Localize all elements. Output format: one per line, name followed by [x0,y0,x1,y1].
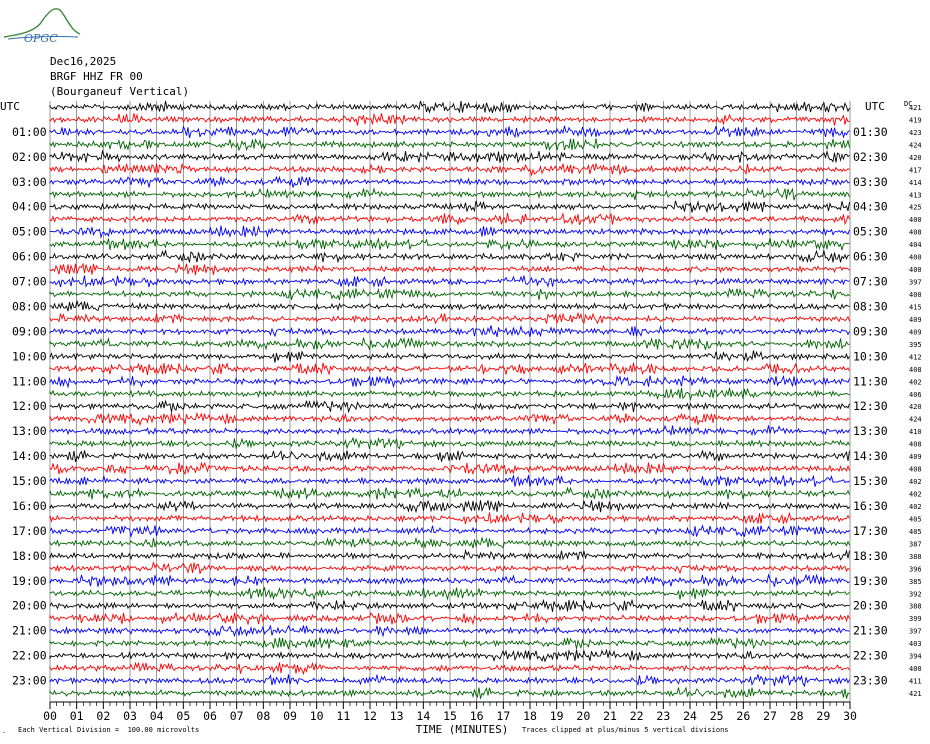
dc-offset-label: 395 [909,340,922,349]
left-hour-label: 04:00 [12,199,47,214]
x-tick-label: 01 [69,709,84,723]
left-hour-label: 05:00 [12,224,47,239]
dc-offset-label: 388 [909,602,922,611]
right-hour-label: 15:30 [853,474,888,489]
dc-offset-label: 420 [909,153,922,162]
left-hour-label: 22:00 [12,648,47,663]
right-hour-label: 22:30 [853,648,888,663]
dc-offset-label: 400 [909,665,922,674]
dc-offset-label: 408 [909,465,922,474]
right-hour-label: 16:30 [853,498,888,513]
footer-scale-note: Each Vertical Division = 100.00 microvolts [18,726,200,734]
right-hour-label: 07:30 [853,274,888,289]
dc-offset-label: 424 [909,415,922,424]
x-axis-title: TIME (MINUTES) [415,723,509,736]
dc-offset-label: 387 [909,540,922,549]
dc-offset-label: 405 [909,515,922,524]
right-hour-label: 06:30 [853,249,888,264]
right-hour-label: 14:30 [853,449,888,464]
right-hour-label: 05:30 [853,224,888,239]
dc-offset-label: 417 [909,166,922,175]
right-hour-label: 13:30 [853,424,888,439]
dc-offset-label: 388 [909,552,922,561]
left-hour-label: 17:00 [12,523,47,538]
dc-offset-label: 405 [909,527,922,536]
left-hour-label: 09:00 [12,324,47,339]
x-tick-label: 18 [523,709,537,723]
x-tick-label: 20 [576,709,591,723]
left-hour-label: 14:00 [12,449,47,464]
left-hour-label: 01:00 [12,124,47,139]
x-tick-label: 14 [416,709,431,723]
x-tick-label: 10 [309,709,324,723]
dc-offset-label: 400 [909,266,922,275]
x-tick-label: 24 [683,709,697,723]
right-hour-label: 08:30 [853,299,888,314]
left-hour-label: 03:00 [12,174,47,189]
dc-offset-label: 404 [909,241,922,250]
dc-offset-label: 408 [909,440,922,449]
dc-offset-label: 425 [909,203,922,212]
left-hour-label: 20:00 [12,598,47,613]
dc-offset-label: 411 [909,677,922,686]
right-axis-title: UTC [865,100,885,113]
x-tick-label: 26 [736,709,751,723]
dc-offset-label: 397 [909,278,922,287]
dc-offset-label: 415 [909,303,922,312]
left-hour-label: 18:00 [12,548,47,563]
left-hour-label: 08:00 [12,299,47,314]
left-hour-label: 11:00 [12,374,47,389]
dc-column-title: DC [904,100,913,108]
left-hour-label: 06:00 [12,249,47,264]
x-tick-label: 23 [656,709,671,723]
dc-offset-label: 409 [909,315,922,324]
x-tick-label: 17 [496,709,511,723]
x-tick-label: 16 [469,709,484,723]
dc-offset-label: 410 [909,428,922,437]
dc-offset-label: 402 [909,502,922,511]
dc-offset-label: 385 [909,577,922,586]
left-axis-title: UTC [0,100,20,113]
right-hour-label: 11:30 [853,374,888,389]
left-hour-label: 19:00 [12,573,47,588]
x-tick-label: 08 [256,709,271,723]
dc-offset-label: 408 [909,365,922,374]
right-hour-label: 21:30 [853,623,888,638]
left-hour-label: 16:00 [12,498,47,513]
x-tick-label: 29 [816,709,831,723]
right-hour-label: 17:30 [853,523,888,538]
dc-offset-label: 424 [909,141,922,150]
right-hour-label: 02:30 [853,149,888,164]
dc-offset-label: 402 [909,490,922,499]
right-hour-label: 03:30 [853,174,888,189]
dc-offset-label: 412 [909,353,922,362]
dc-offset-label: 403 [909,640,922,649]
left-hour-label: 02:00 [12,149,47,164]
dc-offset-label: 400 [909,291,922,300]
right-hour-label: 09:30 [853,324,888,339]
header-location: (Bourganeuf Vertical) [50,85,190,98]
x-tick-label: 25 [709,709,724,723]
header-station: BRGF HHZ FR 00 [50,70,143,83]
x-tick-label: 09 [283,709,297,723]
dc-offset-label: 409 [909,328,922,337]
x-tick-label: 11 [336,709,351,723]
left-hour-label: 15:00 [12,474,47,489]
dc-offset-label: 400 [909,253,922,262]
x-tick-label: 22 [629,709,644,723]
dc-offset-label: 413 [909,191,922,200]
dc-offset-label: 400 [909,216,922,225]
left-hour-label: 12:00 [12,399,47,414]
dc-offset-label: 396 [909,565,922,574]
left-hour-label: 07:00 [12,274,47,289]
right-hour-label: 18:30 [853,548,888,563]
dc-offset-label: 421 [909,690,922,698]
left-hour-label: 21:00 [12,623,47,638]
dc-offset-label: 399 [909,615,922,624]
x-tick-label: 30 [843,709,857,723]
right-hour-label: 01:30 [853,124,888,139]
dc-offset-label: 420 [909,403,922,412]
right-hour-label: 10:30 [853,349,888,364]
dc-offset-label: 414 [909,178,922,187]
footer-clip-note: Traces clipped at plus/minus 5 vertical divisions [522,726,729,734]
dc-offset-label: 409 [909,453,922,462]
right-hour-label: 12:30 [853,399,888,414]
x-tick-label: 27 [763,709,777,723]
x-tick-label: 07 [229,709,244,723]
dc-offset-label: 421 [909,104,922,112]
x-tick-label: 13 [389,709,404,723]
x-tick-label: 06 [203,709,217,723]
dc-offset-label: 394 [909,652,922,661]
x-tick-label: 00 [43,709,57,723]
x-tick-label: 05 [176,709,191,723]
x-tick-label: 19 [549,709,564,723]
left-hour-label: 23:00 [12,673,47,688]
dc-offset-label: 402 [909,378,922,387]
x-tick-label: 04 [149,709,164,723]
dc-offset-label: 397 [909,627,922,636]
x-tick-label: 02 [96,709,111,723]
dc-offset-label: 402 [909,478,922,487]
x-tick-label: 12 [363,709,377,723]
x-tick-label: 28 [789,709,804,723]
header-date: Dec16,2025 [50,55,117,68]
footer-marker: . [2,727,7,735]
left-hour-label: 13:00 [12,424,47,439]
dc-offset-label: 392 [909,590,922,599]
dc-offset-label: 423 [909,128,922,137]
x-tick-label: 03 [123,709,137,723]
x-tick-label: 15 [443,709,457,723]
dc-offset-label: 408 [909,228,922,237]
dc-offset-label: 406 [909,390,922,399]
right-hour-label: 04:30 [853,199,888,214]
right-hour-label: 20:30 [853,598,888,613]
x-tick-label: 21 [603,709,617,723]
left-hour-label: 10:00 [12,349,47,364]
right-hour-label: 19:30 [853,573,888,588]
right-hour-label: 23:30 [853,673,888,688]
logo-text: OPGC [24,32,58,44]
dc-offset-label: 419 [909,116,922,125]
